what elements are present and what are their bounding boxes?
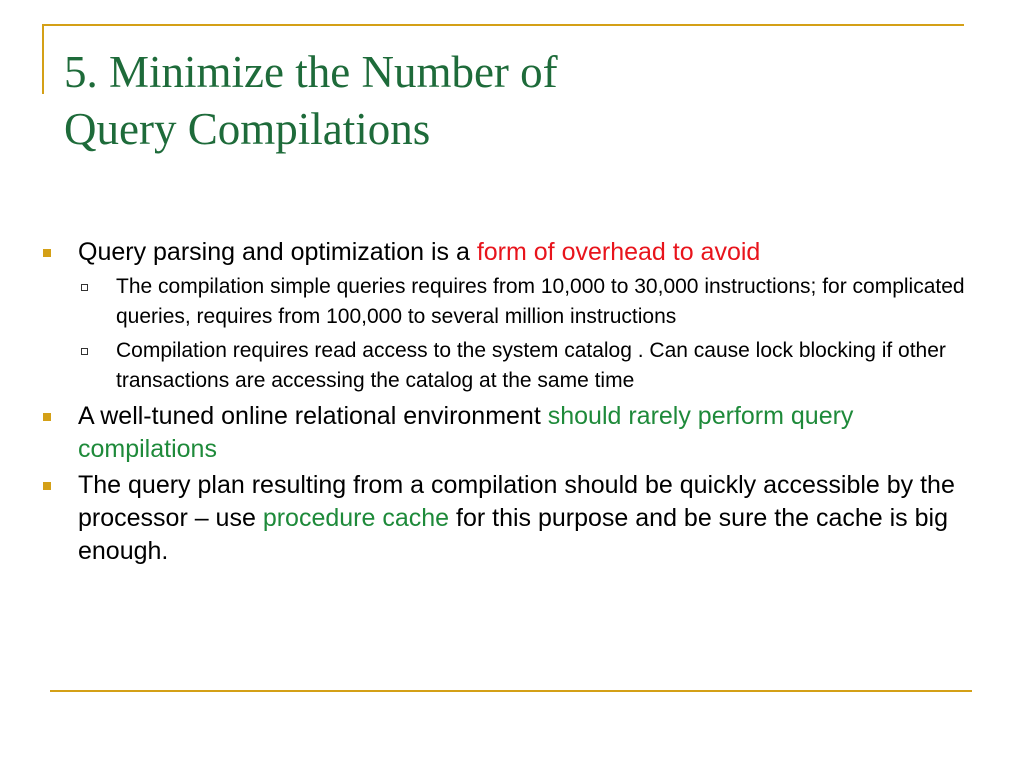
sub-bullet-1-text: The compilation simple queries requires from 10,000 to 30,000 instructions; for complicated queries, requires from 100,000 to several million instructions xyxy=(116,275,965,328)
sub-bullet-2-text: Compilation requires read access to the system catalog . Can cause lock blocking if other transactions are accessing the catalog at the same time xyxy=(116,339,946,392)
bullet-2-text: A well-tuned online relational environment xyxy=(78,402,548,430)
bullet-3-text-before: The query plan resulting from a compilation should be quickly accessible by the processor – use xyxy=(78,471,955,532)
sub-bullet-item-2 xyxy=(40,336,980,395)
sub-bullet-item-1 xyxy=(40,272,980,331)
bullet-item-3 xyxy=(40,469,980,568)
frame-bottom-line xyxy=(50,690,972,692)
frame-left-line xyxy=(42,24,44,94)
bullet-1-highlight: form of overhead to avoid xyxy=(476,238,761,266)
bullet-3-text-after: for this purpose and be sure the cache is big enough. xyxy=(78,504,948,565)
frame-top-line xyxy=(42,24,964,26)
slide-title xyxy=(64,44,964,158)
bullet-3-highlight: procedure cache xyxy=(262,504,450,532)
title-line-2: Query Compilations xyxy=(64,104,431,154)
hollow-square-bullet-icon xyxy=(81,284,88,291)
hollow-square-bullet-icon xyxy=(81,348,88,355)
bullet-1-text: Query parsing and optimization is a xyxy=(78,238,477,266)
square-bullet-icon xyxy=(43,482,51,490)
bullet-item-1 xyxy=(40,236,980,269)
bullet-2-highlight: should rarely perform query compilations xyxy=(78,402,854,463)
bullet-item-2 xyxy=(40,400,980,466)
square-bullet-icon xyxy=(43,249,51,257)
square-bullet-icon xyxy=(43,413,51,421)
title-line-1: 5. Minimize the Number of xyxy=(64,47,558,97)
slide-content xyxy=(40,236,980,571)
